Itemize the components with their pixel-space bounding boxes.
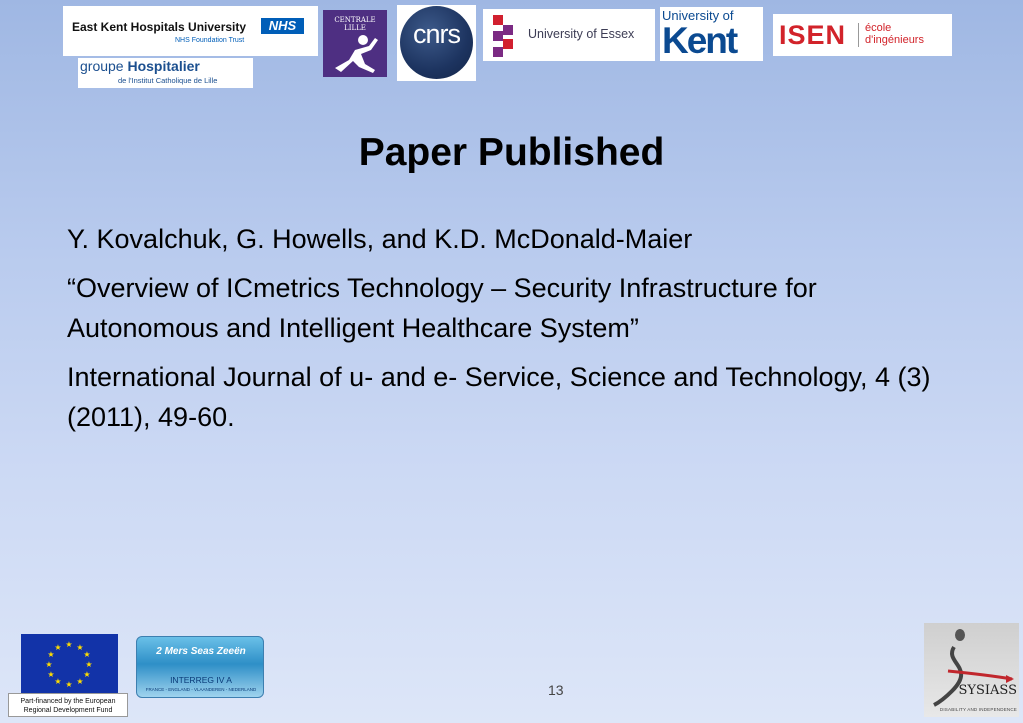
- east-kent-logo-subtitle: NHS Foundation Trust: [175, 37, 245, 44]
- eu-stars-icon: [21, 634, 118, 693]
- groupe-hospitalier-logo-text: [80, 58, 200, 74]
- svg-text:★: ★: [83, 650, 91, 659]
- isen-logo-tagline: [865, 22, 924, 46]
- svg-text:★: ★: [54, 643, 62, 652]
- isen-divider: [858, 23, 859, 47]
- groupe-hospitalier-subtitle: de l'Institut Catholique de Lille: [118, 76, 218, 85]
- sysiass-figure-icon: [924, 623, 1019, 717]
- slide-body: [67, 219, 947, 446]
- university-of-essex-logo: [483, 9, 655, 61]
- centrale-lille-line1: CENTRALE: [334, 16, 376, 24]
- isen-tagline-line1: école: [865, 22, 892, 34]
- interreg-countries: FRANCE - ENGLAND - VLAANDEREN - NEDERLAND: [145, 687, 257, 692]
- essex-crest-icon: [493, 15, 523, 57]
- svg-text:★: ★: [85, 660, 93, 669]
- svg-text:★: ★: [54, 677, 62, 686]
- centrale-lille-logo: [323, 10, 387, 77]
- isen-logo: [773, 14, 952, 56]
- running-figure-icon: [331, 34, 381, 74]
- kent-logo-line1: University of: [662, 8, 734, 23]
- eu-flag-logo: [21, 634, 118, 693]
- groupe-hospitalier-part1: groupe: [80, 58, 124, 74]
- sysiass-tagline: DISABILITY AND INDEPENDENCE: [939, 707, 1017, 712]
- paper-title: “Overview of ICmetrics Technology – Security Infrastructure for Autonomous and Intelligent Healthcare System”: [67, 273, 817, 343]
- svg-text:★: ★: [76, 643, 84, 652]
- svg-text:★: ★: [65, 680, 73, 689]
- slide-title: Paper Published: [358, 131, 665, 174]
- isen-tagline-line2: d'ingénieurs: [865, 34, 924, 46]
- eu-caption-line1: Part-financed by the European: [20, 698, 116, 705]
- interreg-title: 2 Mers Seas Zeeën: [156, 646, 246, 657]
- cnrs-logo: [397, 5, 476, 81]
- nhs-badge: NHS: [261, 18, 304, 34]
- svg-text:★: ★: [83, 670, 91, 679]
- essex-logo-text: University of Essex: [528, 27, 635, 41]
- sysiass-name: SYSIASS: [958, 683, 1017, 698]
- svg-text:★: ★: [45, 660, 53, 669]
- east-kent-logo-text: East Kent Hospitals University: [72, 20, 247, 34]
- svg-text:★: ★: [65, 640, 73, 649]
- eu-caption-line2: Regional Development Fund: [23, 707, 113, 714]
- east-kent-hospitals-logo: [63, 6, 318, 56]
- cnrs-logo-text: cnrs: [412, 19, 460, 49]
- university-of-kent-logo: [660, 7, 763, 61]
- interreg-logo: [136, 636, 264, 698]
- svg-text:★: ★: [76, 677, 84, 686]
- groupe-hospitalier-logo: [78, 58, 253, 88]
- paper-journal: International Journal of u- and e- Service, Science and Technology, 4 (3) (2011), 49-60.: [67, 362, 931, 432]
- kent-logo-line2: Kent: [662, 20, 737, 61]
- svg-text:★: ★: [47, 670, 55, 679]
- groupe-hospitalier-part2: Hospitalier: [127, 58, 200, 74]
- slide-page-number: 13: [548, 682, 564, 698]
- centrale-lille-logo-text: [323, 16, 387, 32]
- paper-authors: Y. Kovalchuk, G. Howells, and K.D. McDonald-Maier: [67, 224, 693, 254]
- interreg-program: INTERREG IV A: [170, 675, 232, 685]
- sysiass-logo: [924, 623, 1019, 717]
- centrale-lille-line2: LILLE: [344, 24, 366, 32]
- svg-text:★: ★: [47, 650, 55, 659]
- eu-funding-caption: [8, 693, 128, 717]
- isen-logo-text: ISEN: [779, 20, 847, 50]
